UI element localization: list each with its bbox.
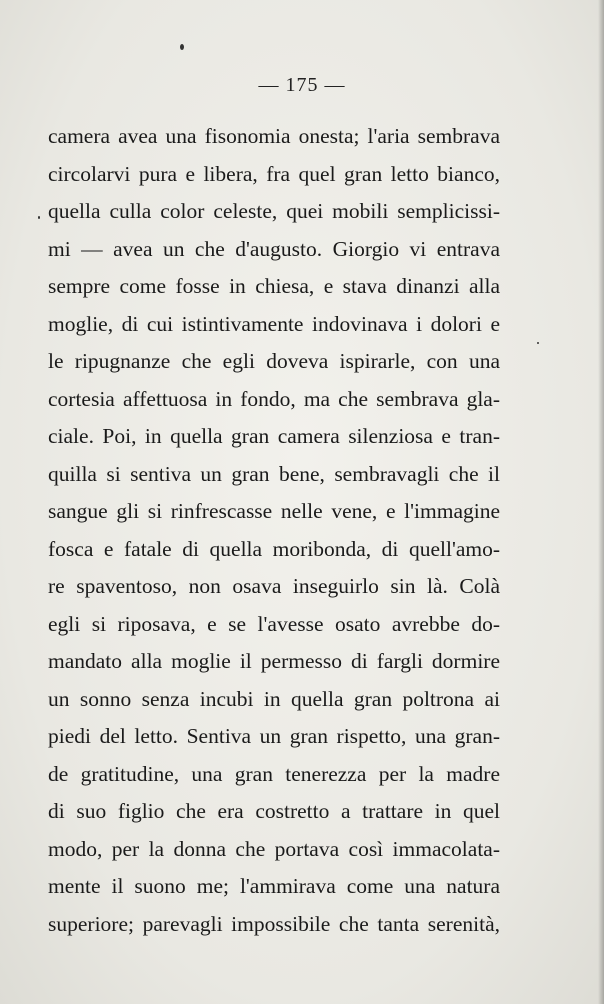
text-line: circolarvi pura e libera, fra quel gran letto bianco,: [48, 161, 500, 186]
text-line: di suo figlio che era costretto a trattare in quel: [48, 799, 500, 823]
text-line: modo, per la donna che portava così immacolata-: [48, 836, 500, 861]
text-line: mandato alla moglie il permesso di fargli dormire: [48, 649, 500, 673]
text-line: sempre come fosse in chiesa, e stava dinanzi alla: [48, 274, 500, 298]
text-line: sangue gli si rinfrescasse nelle vene, e l'immagine: [48, 499, 500, 523]
text-line: ciale. Poi, in quella gran camera silenziosa e tran-: [48, 424, 500, 448]
text-line: mi — avea un che d'augusto. Giorgio vi entrava: [48, 236, 500, 261]
text-line: piedi del letto. Sentiva un gran rispetto, una gran-: [48, 724, 500, 748]
text-line: quilla si sentiva un gran bene, sembravagli che il: [48, 461, 500, 486]
text-line: de gratitudine, una gran tenerezza per la madre: [48, 761, 500, 786]
ink-speck: [38, 216, 40, 219]
text-line: un sonno senza incubi in quella gran poltrona ai: [48, 686, 500, 711]
text-line: superiore; parevagli impossibile che tanta serenità,: [48, 911, 500, 936]
text-line: camera avea una fisonomia onesta; l'aria sembrava: [48, 124, 500, 148]
text-line: mente il suono me; l'ammirava come una natura: [48, 874, 500, 898]
body-text: [48, 118, 500, 943]
text-line: re spaventoso, non osava inseguirlo sin là. Colà: [48, 574, 500, 598]
ink-speck: [537, 342, 539, 344]
page-number: — 175 —: [258, 74, 346, 96]
text-line: egli si riposava, e se l'avesse osato avrebbe do-: [48, 611, 500, 636]
text-line: le ripugnanze che egli doveva ispirarle, con una: [48, 349, 500, 373]
ink-speck: [180, 44, 184, 50]
text-line: fosca e fatale di quella moribonda, di quell'amo-: [48, 536, 500, 561]
page-edge-shadow: [598, 0, 604, 1004]
text-line: moglie, di cui istintivamente indovinava i dolori e: [48, 311, 500, 336]
text-line: cortesia affettuosa in fondo, ma che sembrava gla-: [48, 386, 500, 411]
text-line: quella culla color celeste, quei mobili semplicissi-: [48, 199, 500, 223]
